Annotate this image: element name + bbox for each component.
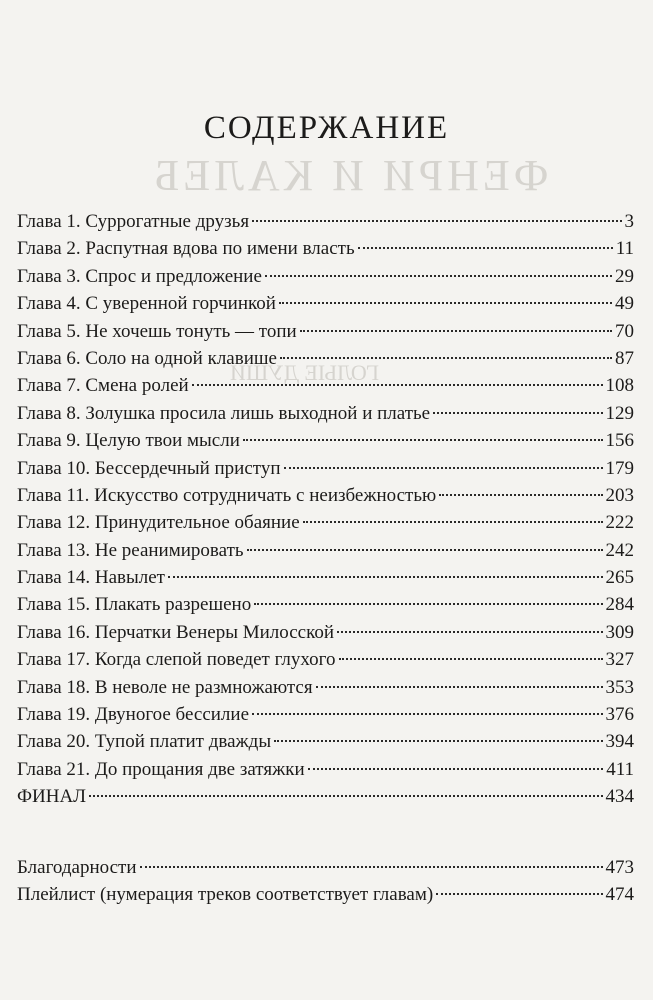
toc-row	[17, 591, 634, 618]
toc-entry-title: Глава 14. Навылет	[17, 567, 165, 589]
section-gap	[17, 811, 634, 854]
toc-page-number: 49	[615, 293, 634, 315]
toc-row	[17, 455, 634, 482]
toc-row	[17, 756, 634, 783]
toc-row	[17, 881, 634, 908]
dot-leader	[300, 330, 612, 332]
dot-leader	[284, 467, 603, 469]
toc-page-number: 411	[606, 758, 634, 780]
toc-page-number: 265	[605, 567, 634, 589]
dot-leader	[337, 631, 602, 633]
toc-page-number: 222	[605, 512, 634, 534]
toc-page-number: 284	[605, 594, 634, 616]
toc-entry-title: Плейлист (нумерация треков соответствует главам)	[17, 883, 434, 905]
toc-row	[17, 318, 634, 345]
toc-row	[17, 854, 634, 881]
toc-entry-title: Глава 7. Смена ролей	[17, 375, 189, 397]
toc-entry-title: Глава 18. В неволе не размножаются	[17, 676, 313, 698]
toc-entry-title: Глава 5. Не хочешь тонуть — топи	[17, 320, 297, 342]
toc-row	[17, 783, 634, 810]
toc-entry-title: Глава 17. Когда слепой поведет глухого	[17, 649, 336, 671]
chapter-list	[17, 208, 634, 811]
toc-row	[17, 619, 634, 646]
dot-leader	[89, 795, 602, 797]
toc-page-number: 474	[605, 883, 634, 905]
toc-entry-title: Глава 10. Бессердечный приступ	[17, 457, 281, 479]
dot-leader	[252, 713, 603, 715]
dot-leader	[308, 768, 604, 770]
toc-entry-title: Глава 6. Соло на одной клавише	[17, 347, 277, 369]
toc-page-number: 29	[615, 265, 634, 287]
dot-leader	[279, 302, 612, 304]
toc-entry-title: Глава 21. До прощания две затяжки	[17, 758, 305, 780]
show-through-text: ГОЛЫЕ ДУШИ	[230, 360, 379, 385]
toc-entry-title: Глава 8. Золушка просила лишь выходной и платье	[17, 402, 431, 424]
toc-row	[17, 564, 634, 591]
toc-row	[17, 537, 634, 564]
dot-leader	[439, 494, 602, 496]
toc-row	[17, 208, 634, 235]
dot-leader	[358, 247, 613, 249]
toc-page-number: 394	[605, 731, 634, 753]
toc-entry-title: Благодарности	[17, 856, 137, 878]
toc-row	[17, 674, 634, 701]
show-through-title: ФЕНРИ И КАЛЕБ	[150, 151, 549, 200]
toc-row	[17, 290, 634, 317]
toc-page-number: 11	[615, 238, 634, 260]
toc-page-number: 3	[624, 211, 634, 232]
dot-leader	[274, 740, 602, 742]
toc-entry-title: Глава 15. Плакать разрешено	[17, 594, 252, 616]
toc-entry-title: Глава 13. Не реанимировать	[17, 539, 244, 561]
toc-row	[17, 235, 634, 262]
toc-row	[17, 372, 634, 399]
toc-entry-title: Глава 16. Перчатки Венеры Милосской	[17, 621, 335, 643]
toc-entry-title: Глава 4. С уверенной горчинкой	[17, 293, 276, 315]
toc-entry-title: Глава 2. Распутная вдова по имени власть	[17, 238, 355, 260]
toc-row	[17, 728, 634, 755]
toc-entry-title: Глава 9. Целую твои мысли	[17, 430, 240, 452]
toc-entry-title: ФИНАЛ	[17, 786, 87, 808]
table-of-contents	[17, 208, 634, 908]
toc-entry-title: Глава 12. Принудительное обаяние	[17, 512, 300, 534]
toc-page-number: 70	[615, 320, 634, 342]
toc-entry-title: Глава 3. Спрос и предложение	[17, 265, 262, 287]
dot-leader	[254, 603, 602, 605]
dot-leader	[252, 220, 621, 222]
dot-leader	[316, 686, 603, 688]
dot-leader	[339, 658, 603, 660]
toc-page-number: 203	[605, 484, 634, 506]
toc-entry-title: Глава 19. Двуногое бессилие	[17, 704, 249, 726]
page-title: СОДЕРЖАНИЕ	[203, 110, 450, 146]
toc-page-number: 129	[605, 402, 634, 424]
toc-page-number: 353	[605, 676, 634, 698]
toc-page-number: 179	[605, 457, 634, 479]
toc-row	[17, 509, 634, 536]
toc-page-number: 327	[605, 649, 634, 671]
toc-entry-title: Глава 11. Искусство сотрудничать с неизбежностью	[17, 484, 437, 506]
dot-leader	[247, 549, 603, 551]
dot-leader	[433, 412, 602, 414]
toc-page-number: 473	[605, 856, 634, 878]
toc-row	[17, 701, 634, 728]
appendix-list	[17, 854, 634, 909]
dot-leader	[243, 439, 603, 441]
dot-leader	[280, 357, 612, 359]
toc-page-number: 156	[605, 430, 634, 452]
toc-row	[17, 263, 634, 290]
toc-page-number: 242	[605, 539, 634, 561]
dot-leader	[140, 866, 603, 868]
toc-page-number: 309	[605, 621, 634, 643]
toc-page-number: 434	[605, 786, 634, 808]
toc-page-number: 376	[605, 704, 634, 726]
dot-leader	[436, 893, 602, 895]
dot-leader	[303, 521, 603, 523]
toc-entry-title: Глава 1. Суррогатные друзья	[17, 211, 250, 232]
toc-row	[17, 482, 634, 509]
dot-leader	[265, 275, 612, 277]
toc-row	[17, 427, 634, 454]
toc-page-number: 87	[615, 347, 634, 369]
dot-leader	[168, 576, 603, 578]
toc-row	[17, 400, 634, 427]
toc-row	[17, 646, 634, 673]
dot-leader	[192, 384, 603, 386]
toc-entry-title: Глава 20. Тупой платит дважды	[17, 731, 272, 753]
toc-row	[17, 345, 634, 372]
toc-page-number: 108	[605, 375, 634, 397]
